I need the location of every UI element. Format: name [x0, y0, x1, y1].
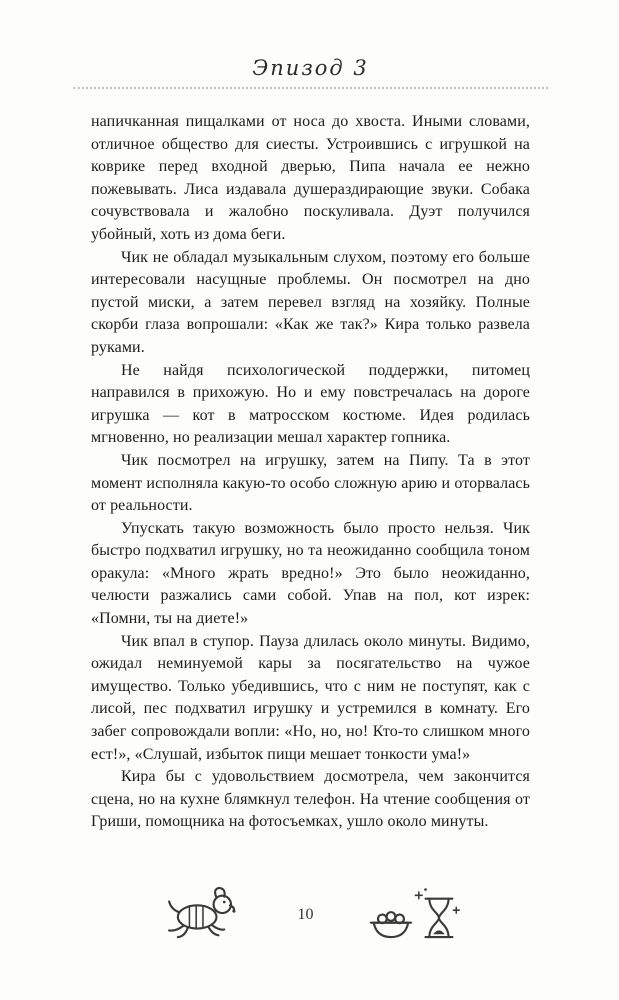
paragraph: напичканная пищалками от носа до хвоста. Иными словами, отличное общество для сиесты. Устроившись с игрушкой на коврике перед входной дверью, Пипа начала ее нежно пожевывать. Лиса издавала душераздирающие звуки. Собака сочувствовала и жалобно поскуливала. Дуэт получился убойный, хоть из дома беги. — [91, 113, 530, 243]
paragraph: Не найдя психологической поддержки, питомец направился в прихожую. Но и ему повстречалась на дороге игрушка — кот в матросском костюме. Идея родилась мгновенно, но реализации мешал характер гопника. — [91, 361, 530, 447]
hourglass-sand — [433, 930, 445, 934]
dog-nose — [232, 910, 235, 913]
dog-eye — [222, 901, 225, 904]
paragraph: Чик впал в ступор. Пауза длилась около минуты. Видимо, ожидал неминуемой кары за посягательство на чужое имущество. Только убедившись, что с ним не поступят, как с лисой, пес подхватил игрушку и устремился в комнату. Его забег сопровождали вопли: «Но, но, но! Кто-то слишком много ест!», «Слушай, избыток пищи мешает тонкости ума!» — [91, 632, 530, 763]
food-kibble — [386, 912, 395, 921]
paragraph: Упускать такую возможность было просто нельзя. Чик быстро подхватил игрушку, но та неожиданно сообщила тоном оракула: «Много жрать вредно!» Это было неожиданно, челюсти разжались сами собой. Упав на пол, кот изрек: «Помни, ты на диете!» — [91, 519, 530, 628]
chapter-title: Эпизод 3 — [252, 56, 369, 80]
paragraph: Кира бы с удовольствием досмотрела, чем закончится сцена, но на кухне блямкнул телефон. На чтение сообщения от Гриши, помощника на фотосъемках, ушло около минуты. — [91, 768, 530, 831]
page-number: 10 — [297, 906, 314, 923]
paragraph: Чик не обладал музыкальным слухом, поэтому его больше интересовали насущные проблемы. Он посмотрел на дно пустой миски, а затем перевел взгляд на хозяйку. Полные скорби глаза вопрошали: «Как же так?» Кира только развела руками. — [91, 248, 530, 356]
dog-back-legs — [169, 926, 187, 938]
dog-front-legs — [208, 926, 223, 936]
paragraph: Чик посмотрел на игрушку, затем на Пипу. Та в этот момент исполняла какую-то особо сложную арию и оторвалась от реальности. — [91, 451, 530, 515]
body-text — [91, 111, 530, 834]
sparkle-icon — [453, 907, 459, 913]
page-footer — [0, 886, 619, 944]
sparkle-dot — [424, 888, 427, 891]
food-bowl-hourglass-icon — [366, 886, 462, 944]
running-dog-icon — [158, 886, 246, 944]
dotted-divider — [73, 87, 548, 89]
chapter-header — [91, 56, 530, 89]
food-bowl — [373, 923, 408, 937]
sparkle-icon — [415, 892, 422, 899]
dog-stripes — [189, 905, 203, 928]
dog-tail — [169, 901, 179, 912]
